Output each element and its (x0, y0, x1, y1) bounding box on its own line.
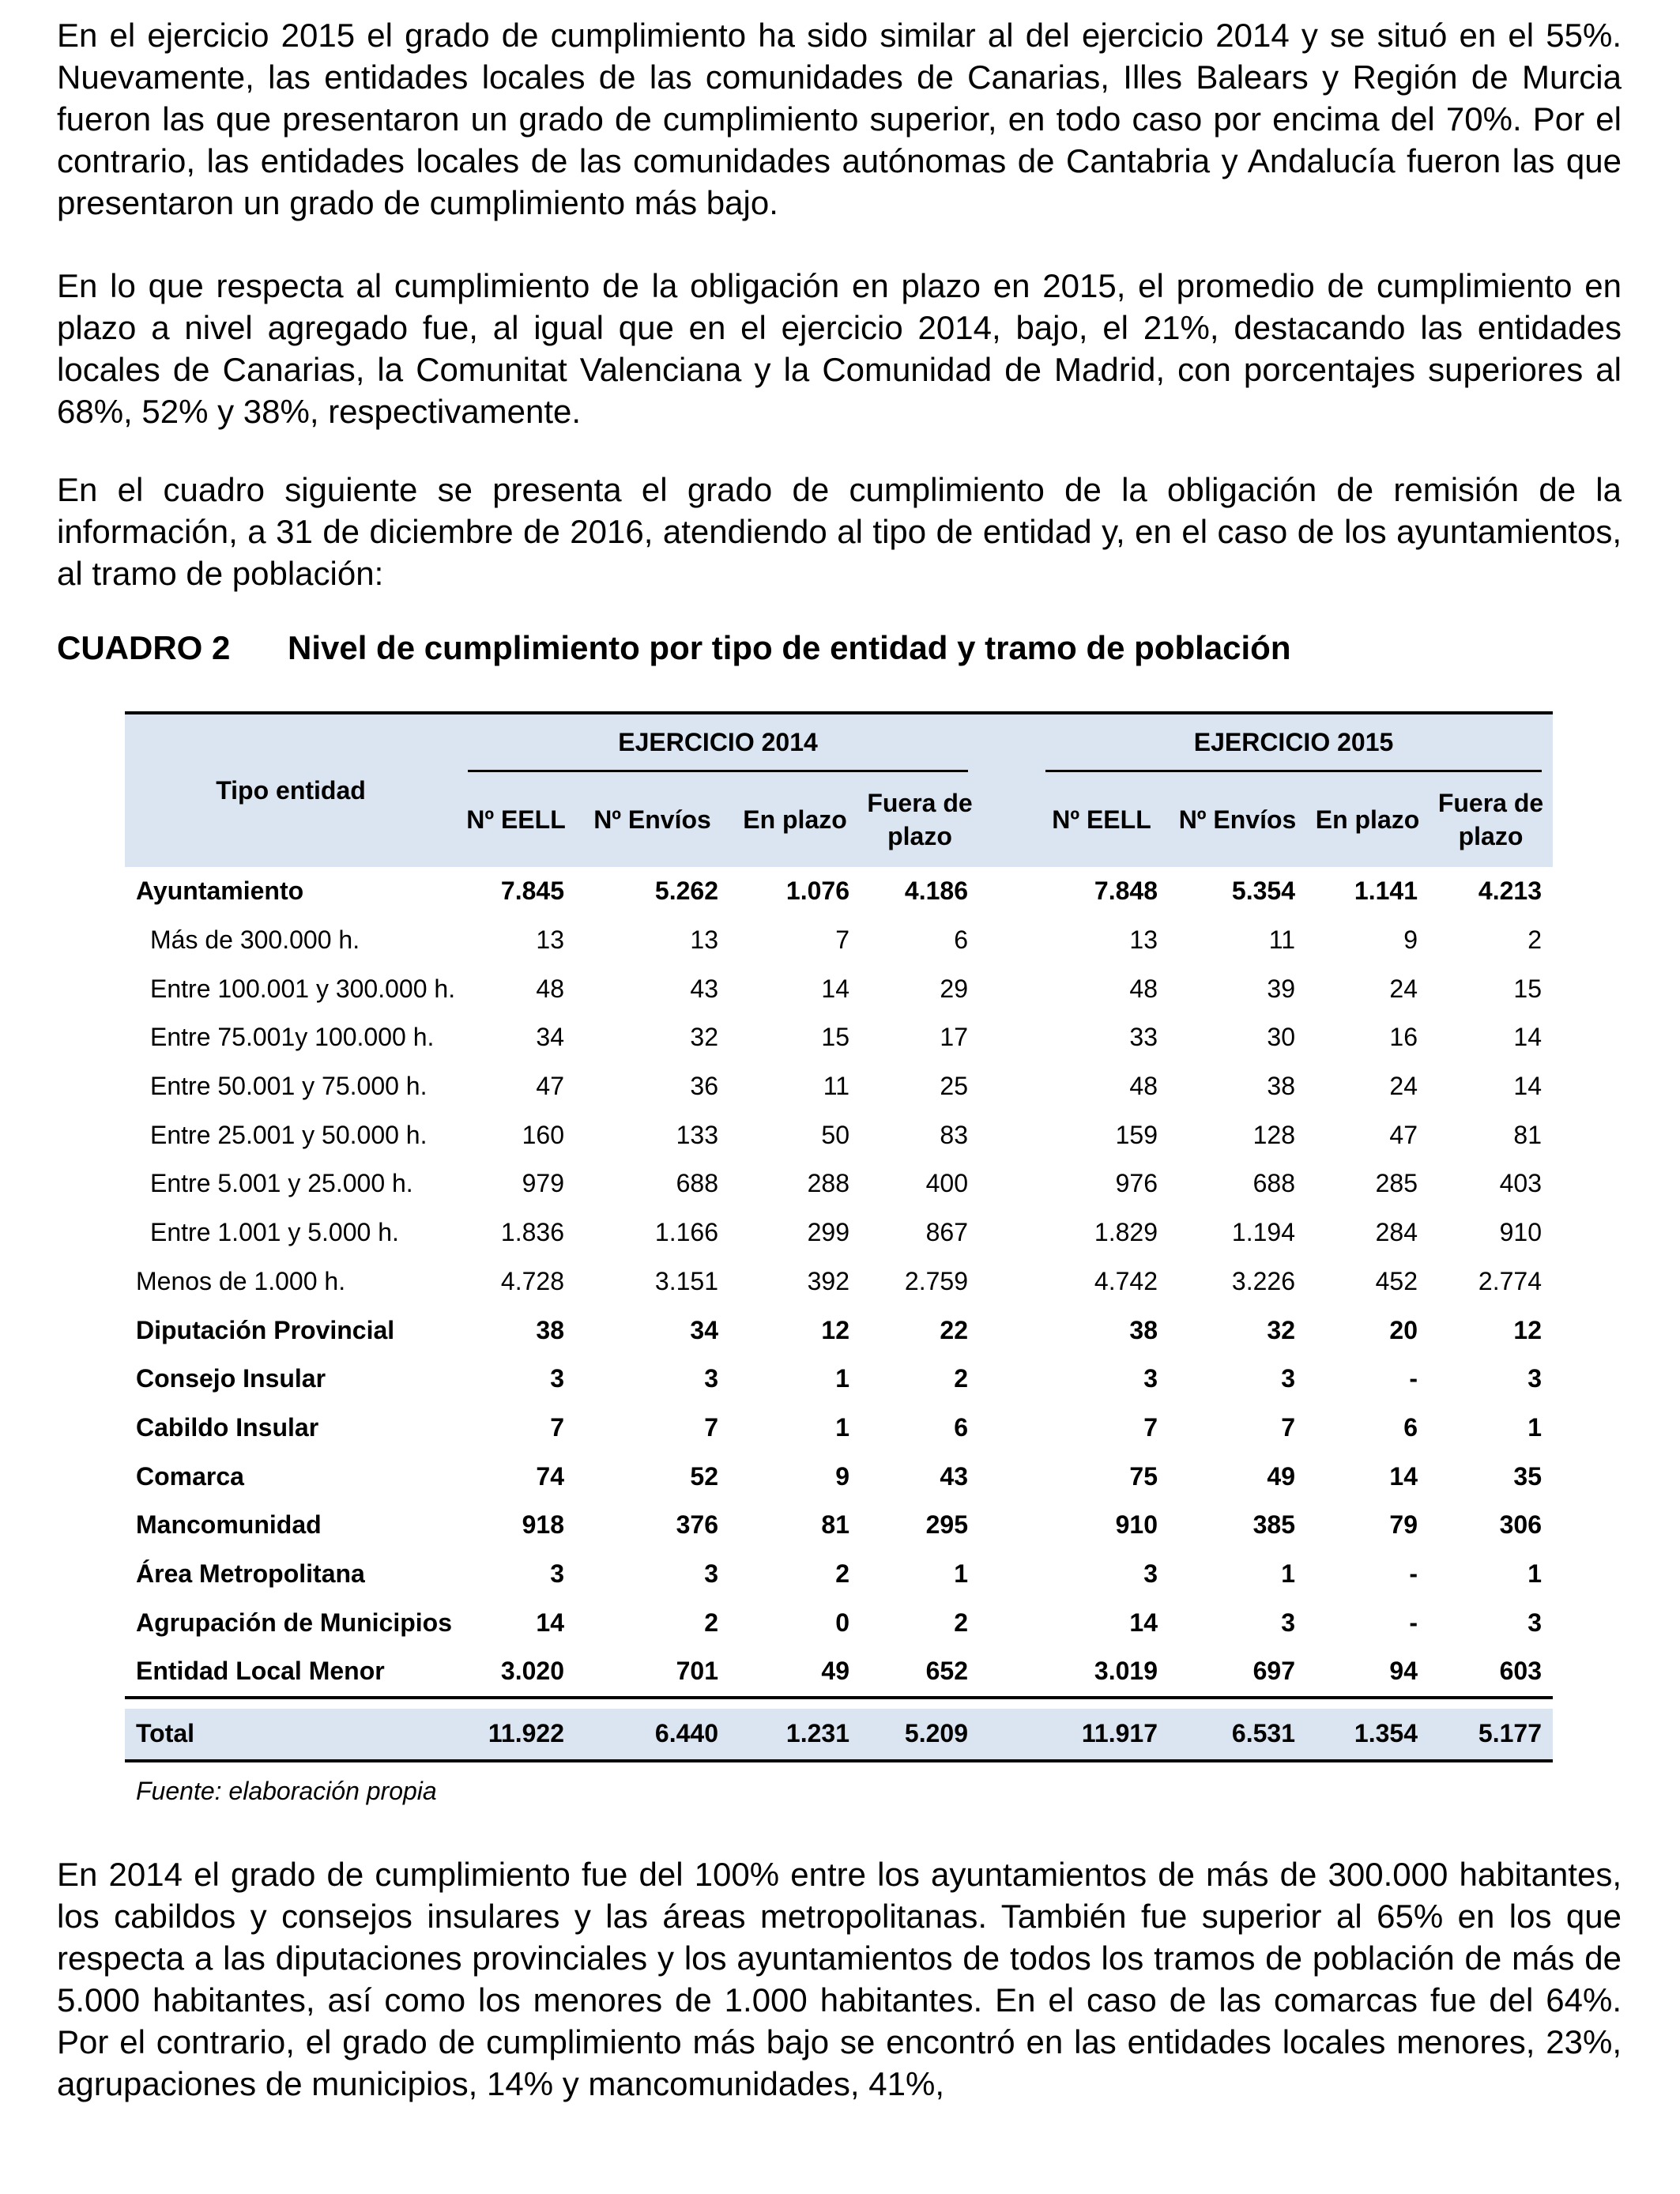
value-cell: - (1409, 1364, 1418, 1393)
value-cell: 25 (940, 1072, 968, 1101)
value-cell: 12 (821, 1315, 849, 1344)
table-container (125, 711, 1553, 1762)
subheader-2015-fuera-plazo: Fuera de plazo (1429, 772, 1553, 867)
value-cell: 81 (821, 1510, 849, 1540)
header-ejercicio-2015-label: EJERCICIO 2015 (1045, 714, 1542, 772)
value-cell: 3 (1527, 1364, 1542, 1393)
value-cell: 13 (1129, 925, 1158, 955)
gap-cell (979, 867, 1034, 916)
value-cell: 392 (807, 1266, 849, 1295)
row-label: Entre 25.001 y 50.000 h. (150, 1120, 428, 1149)
value-cell: 33 (1129, 1023, 1158, 1052)
gap-cell (979, 1452, 1034, 1501)
value-cell: 1 (835, 1364, 849, 1393)
value-cell: 3 (1143, 1559, 1158, 1588)
subheader-gap (979, 772, 1034, 867)
value-cell: 32 (690, 1023, 718, 1052)
gap-cell (979, 1110, 1034, 1159)
gap-cell (979, 1598, 1034, 1647)
value-cell: 50 (821, 1120, 849, 1149)
table-row (125, 1404, 1553, 1453)
header-ejercicio-2014 (457, 713, 979, 772)
table-source: Fuente: elaboración propia (136, 1777, 437, 1805)
value-cell: 133 (676, 1120, 718, 1149)
row-label: Agrupación de Municipios (136, 1608, 453, 1637)
value-cell: 1.194 (1231, 1218, 1295, 1247)
subheader-2015-envios: Nº Envíos (1169, 772, 1306, 867)
row-label: Entidad Local Menor (125, 1647, 457, 1698)
total-value-cell: 11.917 (1034, 1709, 1169, 1761)
gap-cell (979, 1159, 1034, 1208)
value-cell: 1.141 (1354, 876, 1418, 906)
subheader-2015-en-plazo: En plazo (1306, 772, 1429, 867)
row-label: Entre 75.001y 100.000 h. (150, 1023, 435, 1052)
value-cell: 14 (1389, 1461, 1418, 1491)
table-row (125, 1598, 1553, 1647)
total-row (125, 1709, 1553, 1761)
value-cell: 49 (1267, 1461, 1295, 1491)
value-cell: 910 (1115, 1510, 1158, 1540)
value-cell: 74 (536, 1461, 564, 1491)
table-row (125, 1110, 1553, 1159)
gap-cell (979, 1647, 1034, 1698)
value-cell: 32 (1267, 1315, 1295, 1344)
spacer-row (125, 1698, 1553, 1709)
gap-cell (979, 1257, 1034, 1306)
value-cell: 43 (690, 974, 718, 1003)
total-value-cell: 1.231 (729, 1709, 861, 1761)
value-cell: 4.186 (904, 876, 968, 906)
value-cell: 3.151 (654, 1266, 718, 1295)
value-cell: 22 (940, 1315, 968, 1344)
value-cell: 4.213 (1478, 876, 1542, 906)
subheader-2015-eell: Nº EELL (1034, 772, 1169, 867)
table-row (125, 1208, 1553, 1257)
gap-cell (979, 916, 1034, 965)
value-cell: 79 (1389, 1510, 1418, 1540)
spacer-cell (125, 1698, 1553, 1709)
total-value-cell: 11.922 (457, 1709, 575, 1761)
value-cell: 14 (821, 974, 849, 1003)
value-cell: 652 (861, 1647, 979, 1698)
value-cell: 13 (690, 925, 718, 955)
paragraph-2: En lo que respecta al cumplimiento de la obligación en plazo en 2015, el promedio de cumplimiento en plazo a nivel agregado fue, al igual que en el ejercicio 2014, bajo, el 21%, destacando las entidades locales de Canarias, la Comunitat Valenciana y la Comunidad de Madrid, con porcentajes superiores al 68%, 52% y 38%, respectivamente. (57, 267, 1622, 430)
value-cell: 49 (729, 1647, 861, 1698)
value-cell: 6 (954, 925, 968, 955)
table-row (125, 1013, 1553, 1062)
value-cell: 14 (1129, 1608, 1158, 1637)
table-row (125, 1257, 1553, 1306)
value-cell: 39 (1267, 974, 1295, 1003)
table-row (125, 1501, 1553, 1550)
caption-number: CUADRO 2 (57, 629, 231, 666)
gap-cell (979, 1550, 1034, 1599)
row-label: Entre 5.001 y 25.000 h. (150, 1169, 413, 1198)
value-cell: 3.019 (1034, 1647, 1169, 1698)
row-label: Entre 100.001 y 300.000 h. (150, 974, 456, 1003)
value-cell: 4.742 (1094, 1266, 1158, 1295)
row-label: Consejo Insular (136, 1364, 326, 1393)
table-row (125, 916, 1553, 965)
value-cell: 295 (925, 1510, 968, 1540)
table-row (125, 1062, 1553, 1111)
subheader-2014-envios: Nº Envíos (575, 772, 729, 867)
value-cell: 159 (1115, 1120, 1158, 1149)
table-body (125, 867, 1553, 1761)
value-cell: 0 (835, 1608, 849, 1637)
header-ejercicio-2015 (1034, 713, 1553, 772)
value-cell: 3 (1281, 1364, 1295, 1393)
value-cell: 38 (1267, 1072, 1295, 1101)
table-caption (57, 624, 1290, 672)
table-row (125, 1306, 1553, 1355)
value-cell: 11 (1268, 925, 1295, 955)
value-cell: 7 (550, 1412, 564, 1442)
value-cell: 3 (1527, 1608, 1542, 1637)
value-cell: 36 (690, 1072, 718, 1101)
value-cell: 7 (704, 1412, 718, 1442)
value-cell: 2 (1527, 925, 1542, 955)
value-cell: 403 (1499, 1169, 1542, 1198)
value-cell: 15 (821, 1023, 849, 1052)
value-cell: 30 (1267, 1023, 1295, 1052)
value-cell: 376 (676, 1510, 718, 1540)
value-cell: 2 (835, 1559, 849, 1588)
value-cell: 1 (1281, 1559, 1295, 1588)
value-cell: 603 (1429, 1647, 1553, 1698)
value-cell: 3 (550, 1364, 564, 1393)
value-cell: 14 (1513, 1072, 1542, 1101)
value-cell: 81 (1513, 1120, 1542, 1149)
gap-cell (979, 1062, 1034, 1111)
value-cell: 3 (704, 1559, 718, 1588)
value-cell: 24 (1389, 1072, 1418, 1101)
total-value-cell: 5.177 (1429, 1709, 1553, 1761)
value-cell: 48 (1129, 974, 1158, 1003)
value-cell: 83 (940, 1120, 968, 1149)
value-cell: 6 (954, 1412, 968, 1442)
table-row (125, 1452, 1553, 1501)
table-row (125, 867, 1553, 916)
row-label: Menos de 1.000 h. (136, 1266, 346, 1295)
value-cell: 14 (536, 1608, 564, 1637)
header-ejercicio-2014-label: EJERCICIO 2014 (468, 714, 968, 772)
value-cell: 5.262 (654, 876, 718, 906)
value-cell: 16 (1389, 1023, 1418, 1052)
value-cell: 34 (536, 1023, 564, 1052)
paragraph-1: En el ejercicio 2015 el grado de cumplimiento ha sido similar al del ejercicio 2014 y se situó en el 55%. Nuevamente, las entidades locales de las comunidades de Canarias, Illes Balears y Región de Murcia fueron las que presentaron un grado de cumplimiento superior, en todo caso por encima del 70%. Por el contrario, las entidades locales de las comunidades autónomas de Cantabria y Andalucía fueron las que presentaron un grado de cumplimiento más bajo. (57, 17, 1622, 221)
value-cell: 14 (1513, 1023, 1542, 1052)
gap-cell (979, 1208, 1034, 1257)
value-cell: 47 (1389, 1120, 1418, 1149)
total-value-cell: 6.440 (575, 1709, 729, 1761)
value-cell: 3 (1143, 1364, 1158, 1393)
value-cell: 288 (807, 1169, 849, 1198)
total-value-cell: 5.209 (861, 1709, 979, 1761)
row-label: Diputación Provincial (136, 1315, 395, 1344)
total-value-cell: 1.354 (1306, 1709, 1429, 1761)
value-cell: 910 (1499, 1218, 1542, 1247)
subheader-2014-en-plazo: En plazo (729, 772, 861, 867)
row-label: Entre 50.001 y 75.000 h. (150, 1072, 428, 1101)
value-cell: 7 (1143, 1412, 1158, 1442)
value-cell: 9 (835, 1461, 849, 1491)
value-cell: 284 (1375, 1218, 1418, 1247)
value-cell: 3 (550, 1559, 564, 1588)
value-cell: 17 (940, 1023, 968, 1052)
value-cell: 285 (1375, 1169, 1418, 1198)
value-cell: 5.354 (1231, 876, 1295, 906)
gap-cell (979, 1404, 1034, 1453)
table-row (125, 1159, 1553, 1208)
value-cell: 12 (1513, 1315, 1542, 1344)
gap-cell (979, 1709, 1034, 1761)
value-cell: 24 (1389, 974, 1418, 1003)
subheader-2014-eell: Nº EELL (457, 772, 575, 867)
value-cell: 29 (940, 974, 968, 1003)
row-label: Comarca (136, 1461, 244, 1491)
value-cell: - (1409, 1559, 1418, 1588)
value-cell: 2 (954, 1608, 968, 1637)
value-cell: 867 (925, 1218, 968, 1247)
value-cell: 979 (522, 1169, 564, 1198)
compliance-table (125, 711, 1553, 1762)
value-cell: 3 (1281, 1608, 1295, 1637)
value-cell: 13 (536, 925, 564, 955)
value-cell: 306 (1499, 1510, 1542, 1540)
row-label: Más de 300.000 h. (150, 925, 360, 955)
value-cell: 128 (1252, 1120, 1295, 1149)
header-tipo-entidad: Tipo entidad (125, 713, 457, 867)
value-cell: 2.774 (1478, 1266, 1542, 1295)
value-cell: 701 (575, 1647, 729, 1698)
paragraph-4: En 2014 el grado de cumplimiento fue del 100% entre los ayuntamientos de más de 300.000 habitantes, los cabildos y consejos insulares y las áreas metropolitanas. También fue superior al 65% en los que respecta a las diputaciones provinciales y los ayuntamientos de todos los tramos de población de más de 5.000 habitantes, así como los menores de 1.000 habitantes. En el caso de las comarcas fue del 64%. Por el contrario, el grado de cumplimiento más bajo se encontró en las entidades locales menores, 23%, agrupaciones de municipios, 14% y mancomunidades, 41%, (57, 1856, 1622, 2102)
value-cell: 48 (1129, 1072, 1158, 1101)
value-cell: 400 (925, 1169, 968, 1198)
value-cell: 452 (1375, 1266, 1418, 1295)
value-cell: 688 (1252, 1169, 1295, 1198)
value-cell: 11 (823, 1072, 849, 1101)
value-cell: 35 (1513, 1461, 1542, 1491)
value-cell: 38 (536, 1315, 564, 1344)
value-cell: 4.728 (500, 1266, 564, 1295)
value-cell: 1 (954, 1559, 968, 1588)
value-cell: 43 (940, 1461, 968, 1491)
value-cell: 1 (835, 1412, 849, 1442)
value-cell: 1.836 (500, 1218, 564, 1247)
value-cell: 1 (1527, 1412, 1542, 1442)
value-cell: 15 (1513, 974, 1542, 1003)
value-cell: 3 (704, 1364, 718, 1393)
value-cell: 7.845 (500, 876, 564, 906)
value-cell: 3.226 (1231, 1266, 1295, 1295)
gap-cell (979, 964, 1034, 1013)
gap-cell (979, 1355, 1034, 1404)
row-label: Mancomunidad (136, 1510, 322, 1540)
table-row (125, 1647, 1553, 1698)
table-row (125, 1550, 1553, 1599)
subheader-2014-fuera-plazo: Fuera de plazo (861, 772, 979, 867)
value-cell: 1.829 (1094, 1218, 1158, 1247)
value-cell: 7 (1281, 1412, 1295, 1442)
value-cell: 385 (1252, 1510, 1295, 1540)
value-cell: 1.166 (654, 1218, 718, 1247)
value-cell: 2 (954, 1364, 968, 1393)
table-header (125, 713, 1553, 867)
value-cell: 38 (1129, 1315, 1158, 1344)
value-cell: 1.076 (785, 876, 849, 906)
value-cell: 160 (522, 1120, 564, 1149)
header-gap (979, 713, 1034, 772)
table-row (125, 1355, 1553, 1404)
row-label: Cabildo Insular (136, 1412, 319, 1442)
value-cell: 48 (536, 974, 564, 1003)
value-cell: 7 (835, 925, 849, 955)
value-cell: 20 (1389, 1315, 1418, 1344)
value-cell: 47 (536, 1072, 564, 1101)
value-cell: 299 (807, 1218, 849, 1247)
gap-cell (979, 1306, 1034, 1355)
value-cell: 976 (1115, 1169, 1158, 1198)
table-row (125, 964, 1553, 1013)
value-cell: 1 (1527, 1559, 1542, 1588)
value-cell: 52 (690, 1461, 718, 1491)
total-value-cell: 6.531 (1169, 1709, 1306, 1761)
value-cell: 918 (522, 1510, 564, 1540)
value-cell: 688 (676, 1169, 718, 1198)
value-cell: 7.848 (1094, 876, 1158, 906)
value-cell: 34 (690, 1315, 718, 1344)
value-cell: 94 (1306, 1647, 1429, 1698)
value-cell: 6 (1403, 1412, 1418, 1442)
paragraph-3: En el cuadro siguiente se presenta el grado de cumplimiento de la obligación de remisión de la información, a 31 de diciembre de 2016, atendiendo al tipo de entidad y, en el caso de los ayuntamientos, al tramo de población: (57, 471, 1622, 592)
caption-title: Nivel de cumplimiento por tipo de entidad y tramo de población (288, 629, 1291, 666)
gap-cell (979, 1501, 1034, 1550)
value-cell: 2.759 (904, 1266, 968, 1295)
row-label: Entre 1.001 y 5.000 h. (150, 1218, 399, 1247)
value-cell: - (1409, 1608, 1418, 1637)
row-label: Ayuntamiento (136, 876, 304, 906)
value-cell: 2 (704, 1608, 718, 1637)
gap-cell (979, 1013, 1034, 1062)
value-cell: 9 (1403, 925, 1418, 955)
value-cell: 3.020 (457, 1647, 575, 1698)
value-cell: 75 (1129, 1461, 1158, 1491)
row-label: Área Metropolitana (136, 1559, 365, 1588)
value-cell: 697 (1169, 1647, 1306, 1698)
total-label: Total (125, 1709, 457, 1761)
